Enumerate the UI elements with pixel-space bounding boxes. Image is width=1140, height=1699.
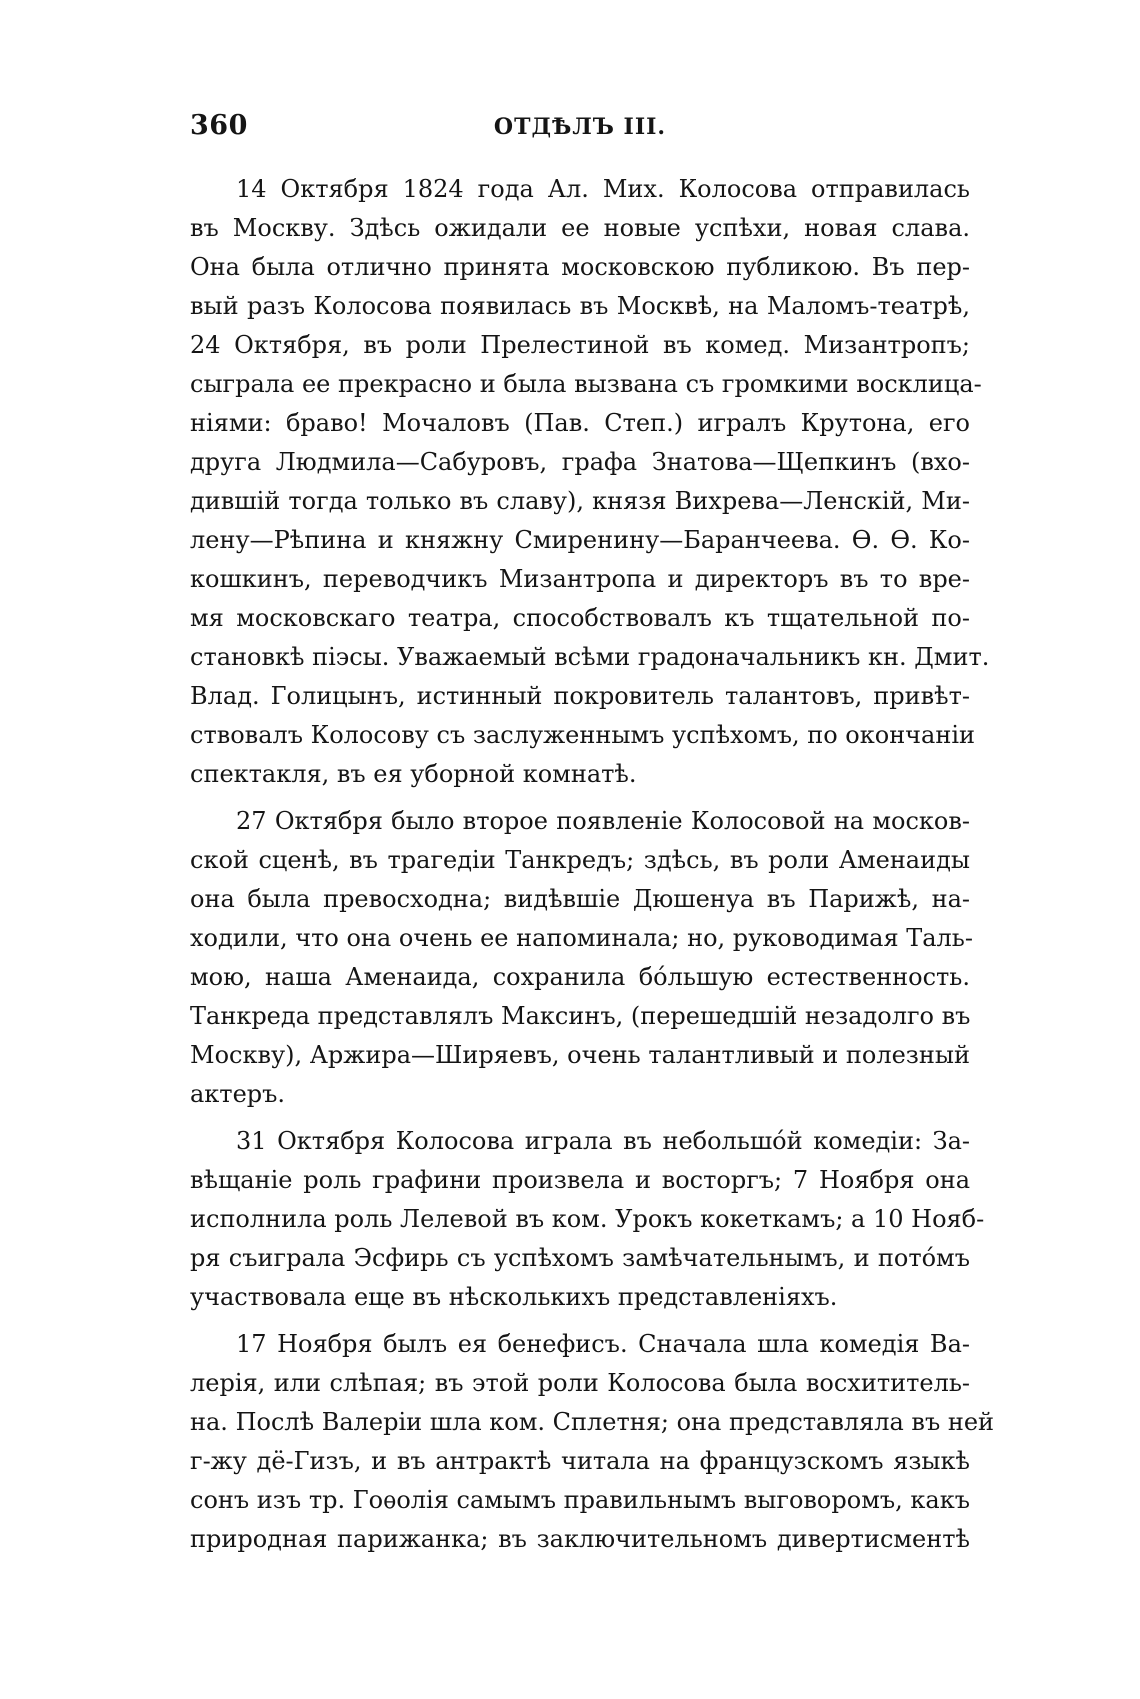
text-line: ніями: браво! Мочаловъ (Пав. Степ.) игралъ Крутона, его — [190, 409, 970, 437]
text-line: участвовала еще въ нѣсколькихъ представленіяхъ. — [190, 1283, 838, 1311]
page-header — [190, 110, 970, 150]
paragraph-3 — [190, 1122, 985, 1317]
text-line: спектакля, въ ея уборной комнатѣ. — [190, 760, 637, 788]
text-line: дившій тогда только въ славу), князя Вихрева—Ленскій, Ми- — [190, 487, 970, 515]
text-line: сыграла ее прекрасно и была вызвана съ громкими восклица- — [190, 370, 982, 398]
text-line: Москву), Аржира—Ширяевъ, очень талантливый и полезный — [190, 1041, 970, 1069]
section-title: ОТДѢЛЪ III. — [493, 114, 667, 140]
text-line: на. Послѣ Валеріи шла ком. Сплетня; она представляла въ ней — [190, 1408, 995, 1436]
text-line: вѣщаніе роль графини произвела и восторгъ; 7 Ноября она — [190, 1166, 970, 1194]
text-line: природная парижанка; въ заключительномъ дивертисментѣ — [190, 1525, 970, 1553]
text-line: вый разъ Колосова появилась въ Москвѣ, на Маломъ-театрѣ, — [190, 292, 970, 320]
paragraph-1 — [190, 170, 990, 794]
text-line: Танкреда представлялъ Максинъ, (перешедшій незадолго въ — [190, 1002, 971, 1030]
text-line: друга Людмила—Сабуровъ, графа Знатова—Щепкинъ (вхо- — [190, 448, 970, 476]
text-line: 14 Октября 1824 года Ал. Мих. Колосова отправилась — [236, 175, 970, 203]
text-line: актеръ. — [190, 1080, 286, 1108]
body-text — [190, 170, 995, 1567]
text-line: Она была отлично принята московскою публикою. Въ пер- — [190, 253, 970, 281]
text-line: 31 Октября Колосова играла въ небольшо́й комедіи: За- — [236, 1127, 970, 1155]
text-line: сонъ изъ тр. Гоѳолія самымъ правильнымъ выговоромъ, какъ — [190, 1486, 970, 1514]
text-line: 17 Ноября былъ ея бенефисъ. Сначала шла комедія Ва- — [236, 1330, 970, 1358]
text-line: 27 Октября было второе появленіе Колосовой на москов- — [236, 807, 970, 835]
page-number: 360 — [190, 110, 248, 141]
text-line: она была превосходна; видѣвшіе Дюшенуа въ Парижѣ, на- — [190, 885, 970, 913]
text-line: исполнила роль Лелевой въ ком. Урокъ кокеткамъ; а 10 Нояб- — [190, 1205, 985, 1233]
text-line: мя московскаго театра, способствовалъ къ тщательной по- — [190, 604, 970, 632]
text-line: ствовалъ Колосову съ заслуженнымъ успѣхомъ, по окончаніи — [190, 721, 976, 749]
paragraph-4 — [190, 1325, 995, 1559]
text-line: ской сценѣ, въ трагедіи Танкредъ; здѣсь, въ роли Аменаиды — [190, 846, 970, 874]
text-line: становкѣ піэсы. Уважаемый всѣми градоначальникъ кн. Дмит. — [190, 643, 990, 671]
text-line: лерія, или слѣпая; въ этой роли Колосова была восхититель- — [190, 1369, 970, 1397]
text-line: мою, наша Аменаида, сохранила бо́льшую естественность. — [190, 963, 970, 991]
text-line: Влад. Голицынъ, истинный покровитель талантовъ, привѣт- — [190, 682, 970, 710]
text-line: ря съиграла Эсфирь съ успѣхомъ замѣчательнымъ, и пото́мъ — [190, 1244, 970, 1272]
text-line: г-жу дё-Гизъ, и въ антрактѣ читала на французскомъ языкѣ — [190, 1447, 970, 1475]
paragraph-2 — [190, 802, 973, 1114]
text-line: въ Москву. Здѣсь ожидали ее новые успѣхи, новая слава. — [190, 214, 970, 242]
text-line: 24 Октября, въ роли Прелестиной въ комед. Мизантропъ; — [190, 331, 970, 359]
text-line: лену—Рѣпина и княжну Смиренину—Баранчеева. Ѳ. Ѳ. Ко- — [190, 526, 970, 554]
text-line: ходили, что она очень ее напоминала; но, руководимая Таль- — [190, 924, 973, 952]
text-line: кошкинъ, переводчикъ Мизантропа и директоръ въ то вре- — [190, 565, 970, 593]
